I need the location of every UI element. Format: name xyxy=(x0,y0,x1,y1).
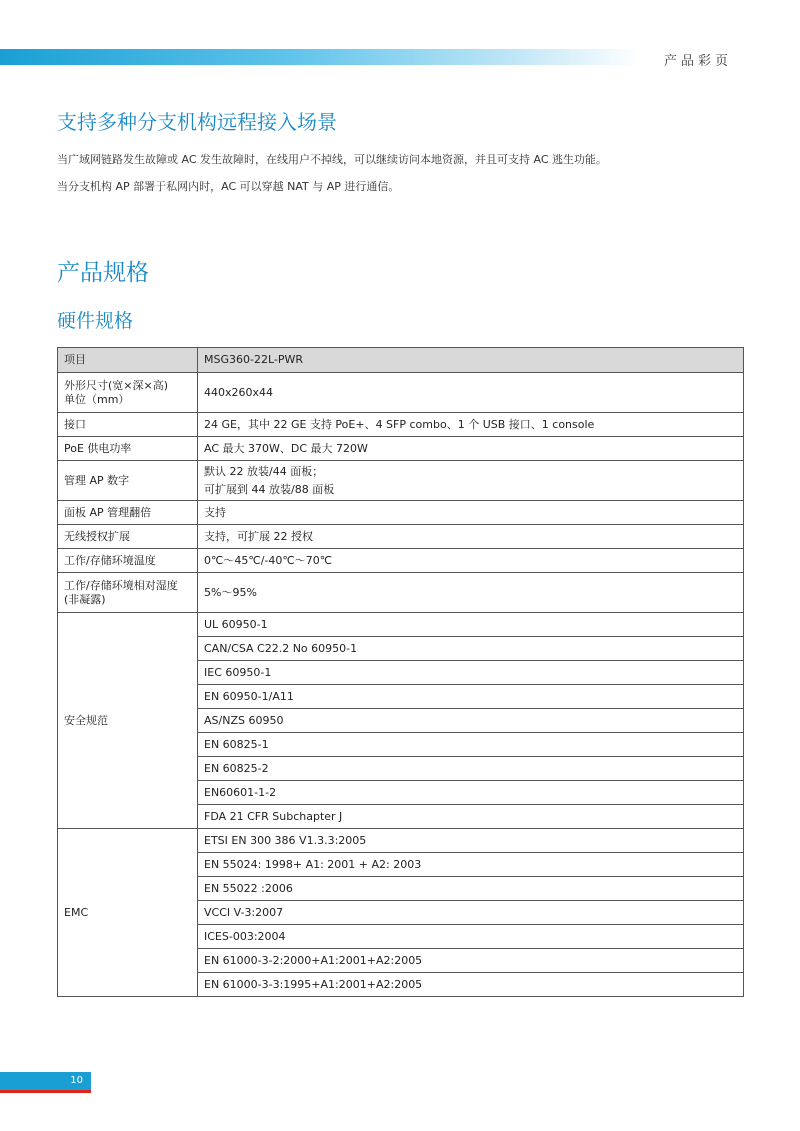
table-header-row xyxy=(58,348,744,373)
table-row xyxy=(58,525,744,549)
hardware-spec-table xyxy=(57,347,744,997)
safety-item: AS/NZS 60950 xyxy=(198,709,744,733)
header-model-cell: MSG360-22L-PWR xyxy=(198,348,744,373)
page-number-accent-line xyxy=(0,1090,91,1093)
intro-paragraph-2: 当分支机构 AP 部署于私网内时，AC 可以穿越 NAT 与 AP 进行通信。 xyxy=(57,180,400,193)
row-label: PoE 供电功率 xyxy=(58,437,198,461)
table-row xyxy=(58,613,744,637)
hardware-subtitle: 硬件规格 xyxy=(57,310,134,332)
page-number: 10 xyxy=(0,1072,91,1090)
emc-label: EMC xyxy=(58,829,198,997)
emc-item: ETSI EN 300 386 V1.3.3:2005 xyxy=(198,829,744,853)
table-row xyxy=(58,413,744,437)
header-item-cell: 项目 xyxy=(58,348,198,373)
safety-item: CAN/CSA C22.2 No 60950-1 xyxy=(198,637,744,661)
emc-item: EN 61000-3-3:1995+A1:2001+A2:2005 xyxy=(198,973,744,997)
row-label: 接口 xyxy=(58,413,198,437)
spec-title: 产品规格 xyxy=(57,260,149,286)
emc-item: EN 61000-3-2:2000+A1:2001+A2:2005 xyxy=(198,949,744,973)
row-label: 无线授权扩展 xyxy=(58,525,198,549)
row-value: 默认 22 放装/44 面板； 可扩展到 44 放装/88 面板 xyxy=(198,461,744,501)
table-row xyxy=(58,373,744,413)
safety-item: EN 60825-2 xyxy=(198,757,744,781)
row-label: 工作/存储环境相对湿度 (非凝露) xyxy=(58,573,198,613)
table-row xyxy=(58,829,744,853)
emc-item: EN 55024: 1998+ A1: 2001 + A2: 2003 xyxy=(198,853,744,877)
row-value: 0℃～45℃/-40℃～70℃ xyxy=(198,549,744,573)
safety-item: EN 60950-1/A11 xyxy=(198,685,744,709)
row-value: AC 最大 370W、DC 最大 720W xyxy=(198,437,744,461)
emc-item: ICES-003:2004 xyxy=(198,925,744,949)
safety-item: FDA 21 CFR Subchapter J xyxy=(198,805,744,829)
header-accent-bar xyxy=(0,49,640,65)
emc-item: EN 55022 :2006 xyxy=(198,877,744,901)
safety-item: EN60601-1-2 xyxy=(198,781,744,805)
row-label: 管理 AP 数字 xyxy=(58,461,198,501)
table-row xyxy=(58,461,744,501)
safety-label: 安全规范 xyxy=(58,613,198,829)
row-value: 440x260x44 xyxy=(198,373,744,413)
intro-title: 支持多种分支机构远程接入场景 xyxy=(57,110,337,134)
row-value: 5%～95% xyxy=(198,573,744,613)
row-label: 面板 AP 管理翻倍 xyxy=(58,501,198,525)
row-value: 24 GE，其中 22 GE 支持 PoE+、4 SFP combo、1 个 USB 接口、1 console xyxy=(198,413,744,437)
safety-item: UL 60950-1 xyxy=(198,613,744,637)
table-row xyxy=(58,549,744,573)
table-row xyxy=(58,437,744,461)
safety-item: IEC 60950-1 xyxy=(198,661,744,685)
safety-item: EN 60825-1 xyxy=(198,733,744,757)
intro-paragraph-1: 当广域网链路发生故障或 AC 发生故障时，在线用户不掉线，可以继续访问本地资源，并且可支持 AC 逃生功能。 xyxy=(57,153,608,166)
table-row xyxy=(58,573,744,613)
row-value: 支持，可扩展 22 授权 xyxy=(198,525,744,549)
header-label: 产品彩页 xyxy=(664,54,733,69)
emc-item: VCCI V-3:2007 xyxy=(198,901,744,925)
row-value: 支持 xyxy=(198,501,744,525)
table-row xyxy=(58,501,744,525)
row-label: 外形尺寸(宽×深×高) 单位（mm） xyxy=(58,373,198,413)
row-label: 工作/存储环境温度 xyxy=(58,549,198,573)
